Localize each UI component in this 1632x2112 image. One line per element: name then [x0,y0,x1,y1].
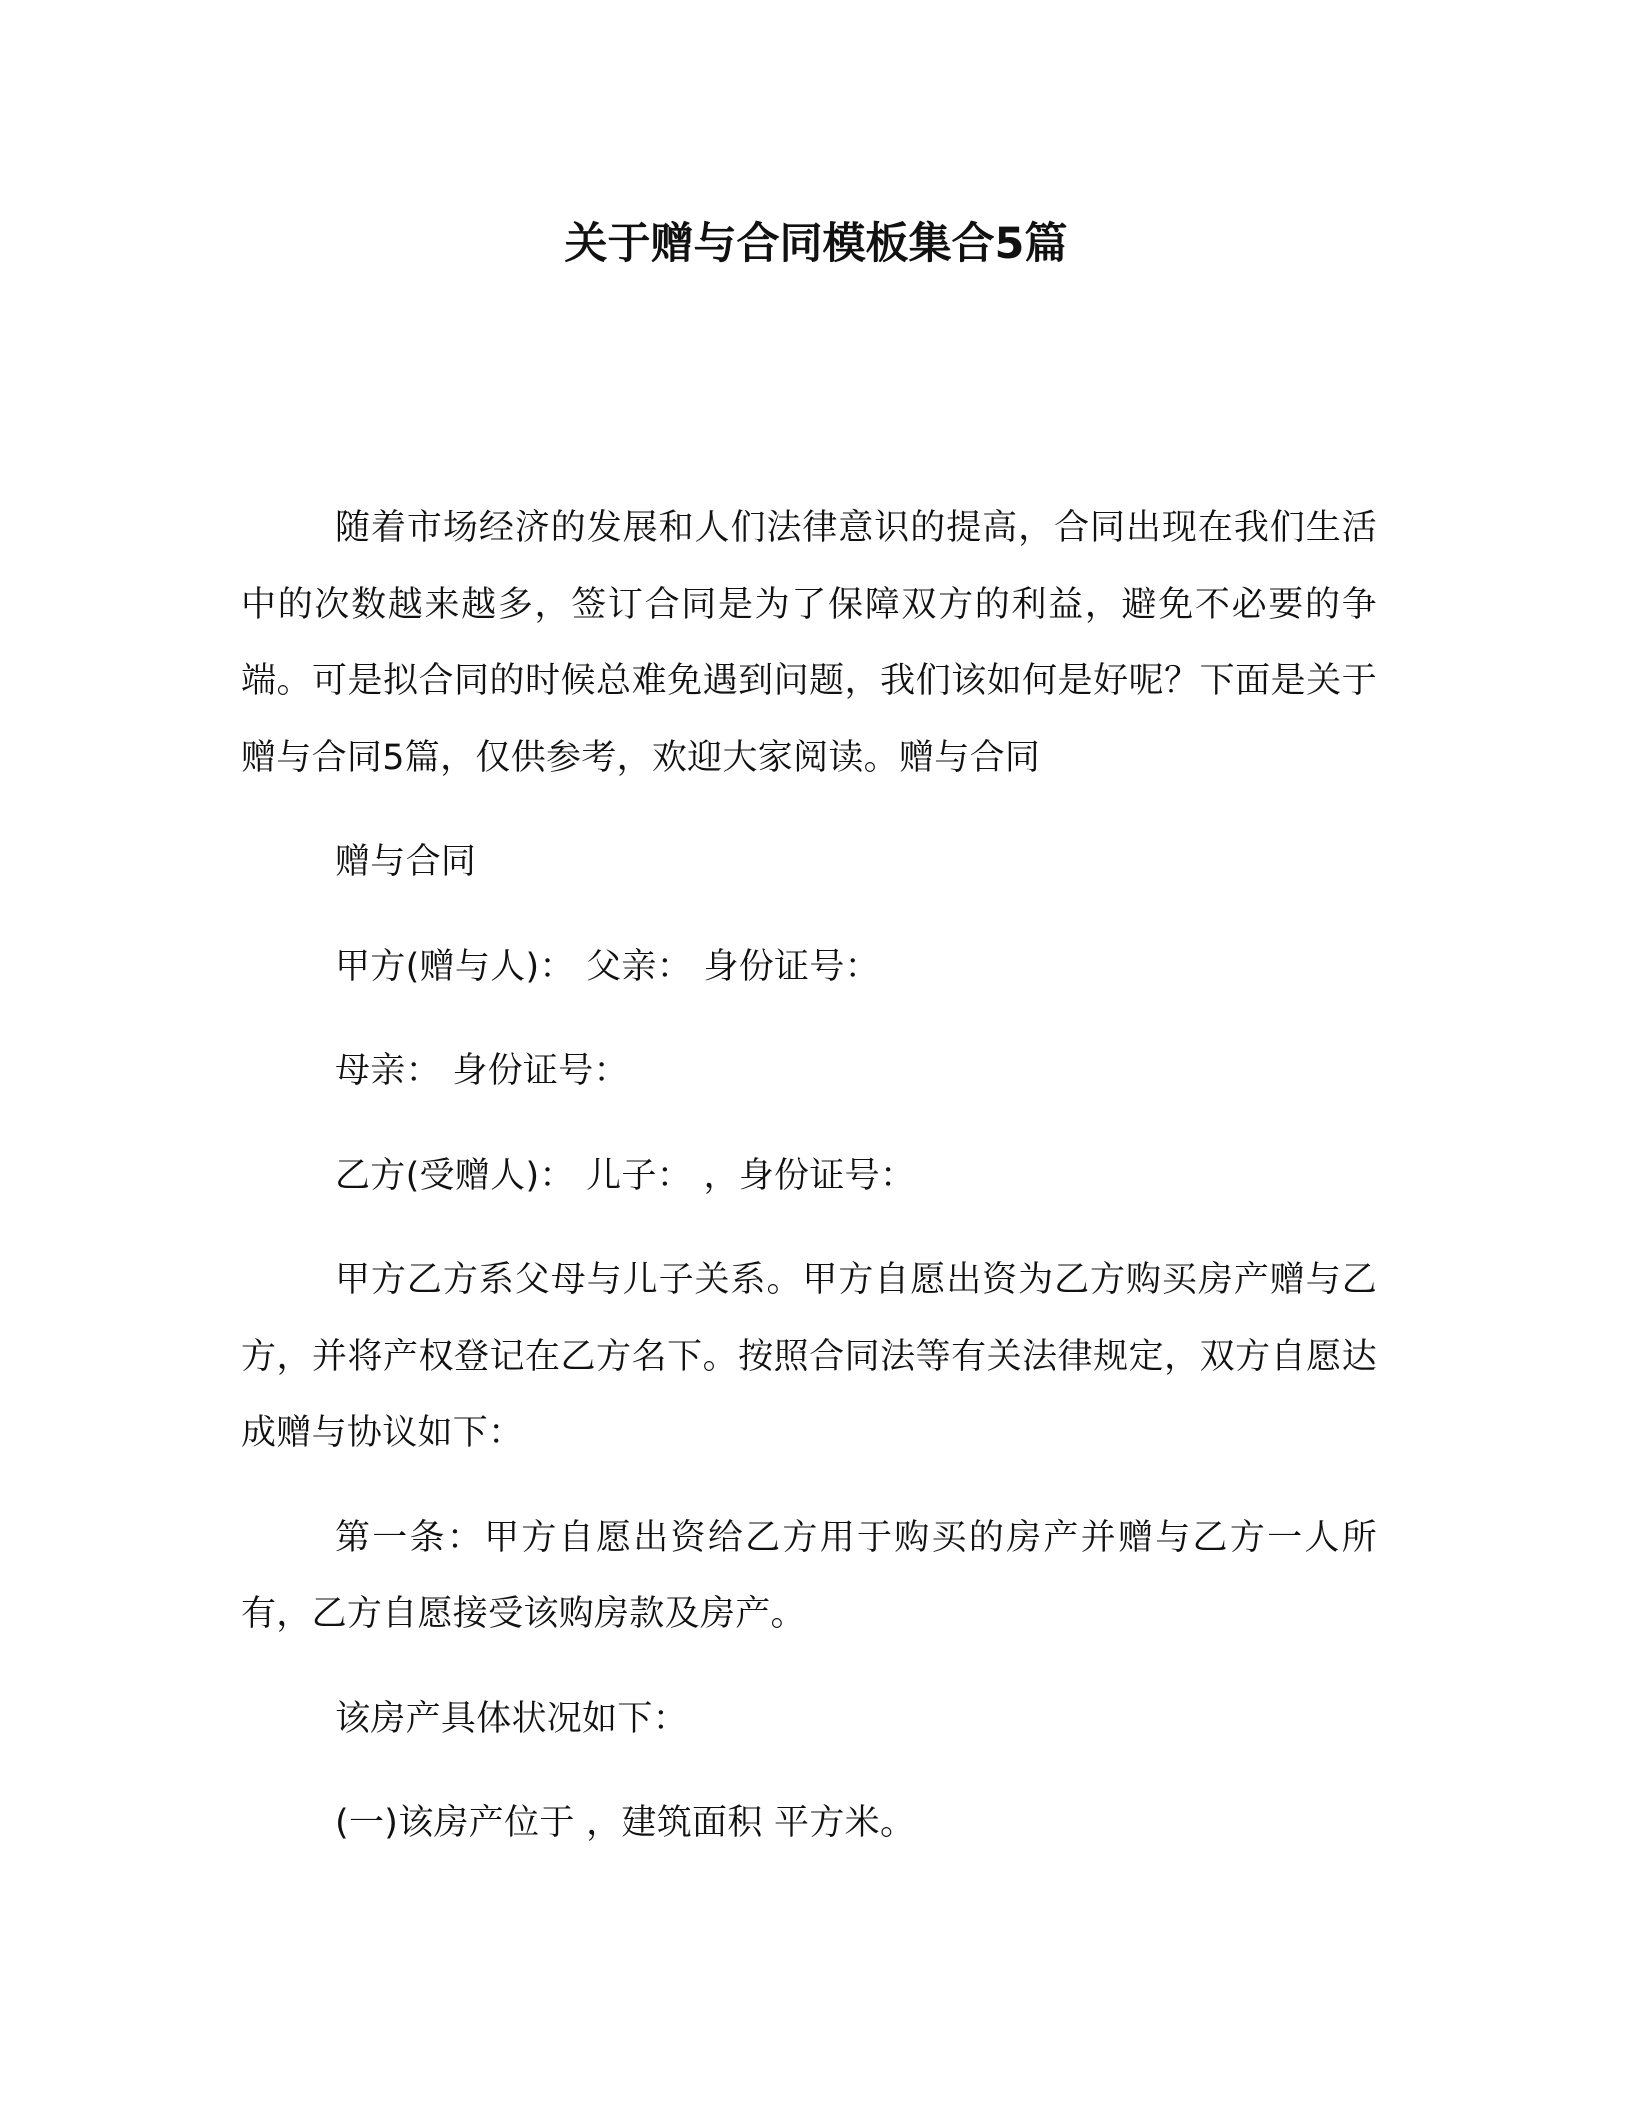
paragraph-party-a: 甲方(赠与人)： 父亲： 身份证号： [335,946,880,987]
paragraph-property-status: 该房产具体状况如下： [335,1698,689,1739]
paragraph-property-location: (一)该房产位于 ，建筑面积 平方米。 [335,1803,916,1843]
paragraph-article-one: 第一条：甲方自愿出资给乙方用于购买的房产并赠与乙方一人所有，乙方自愿接受该购房款及房产。 [241,1517,1377,1634]
document-title: 关于赠与合同模板集合5篇 [564,219,1068,269]
paragraph-mother: 母亲： 身份证号： [335,1051,629,1091]
paragraph-contract-heading: 赠与合同 [335,842,477,882]
paragraph-intro: 随着市场经济的发展和人们法律意识的提高，合同出现在我们生活中的次数越来越多，签订合同是为了保障双方的利益，避免不必要的争端。可是拟合同的时候总难免遇到问题，我们该如何是好呢？下面是关于赠与合同5篇，仅供参考，欢迎大家阅读。赠与合同 [241,508,1377,778]
paragraph-party-b: 乙方(受赠人)： 儿子： ，身份证号： [335,1155,916,1196]
document-body [241,490,1377,1890]
paragraph-relationship: 甲方乙方系父母与儿子关系。甲方自愿出资为乙方购买房产赠与乙方，并将产权登记在乙方名下。按照合同法等有关法律规定，双方自愿达成赠与协议如下： [241,1260,1377,1453]
